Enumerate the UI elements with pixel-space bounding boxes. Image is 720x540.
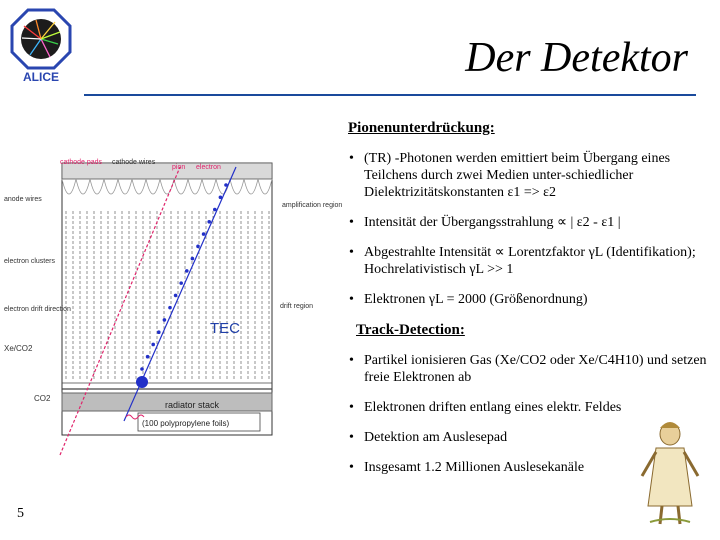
list-item: • Elektronen γL = 2000 (Größenordnung) <box>346 291 716 308</box>
list-item: • Partikel ionisieren Gas (Xe/CO2 oder Xe/C4H10) und setzen freie Elektronen ab <box>346 352 716 386</box>
label-drift-region: drift region <box>280 303 314 310</box>
label-anode-wires: anode wires <box>4 196 42 203</box>
section-heading-pion-suppression: Pionenunterdrückung: <box>348 120 495 136</box>
alice-logo-icon <box>10 8 72 84</box>
label-pion: pion <box>172 164 186 171</box>
pion-suppression-list <box>346 150 716 321</box>
label-polypropylene: (100 polypropylene foils) <box>142 419 230 428</box>
detector-diagram <box>0 155 345 460</box>
section-heading-track-detection: Track-Detection: <box>356 322 465 338</box>
label-radiator-stack: radiator stack <box>165 400 220 410</box>
list-item: • Insgesamt 1.2 Millionen Auslesekanäle <box>346 459 716 476</box>
list-item: • Elektronen driften entlang eines elektr. Feldes <box>346 399 716 416</box>
title-divider <box>84 94 696 96</box>
label-cathode-pads: cathode pads <box>60 159 103 166</box>
label-co2: CO2 <box>34 394 51 403</box>
label-electron-drift-direction: electron drift direction <box>4 306 71 313</box>
list-item: • Intensität der Übergangsstrahlung ∝ | ε2 - ε1 | <box>346 214 716 231</box>
list-item: • Abgestrahlte Intensität ∝ Lorentzfaktor γL (Identifikation); Hochrelativistisch γL >> 1 <box>346 244 716 278</box>
slide-title: Der Detektor <box>465 35 688 81</box>
page-number: 5 <box>17 506 24 521</box>
label-xe-co2: Xe/CO2 <box>4 344 33 353</box>
person-figure-icon <box>638 418 702 528</box>
tr-photon-cluster <box>136 376 148 388</box>
label-tec: TEC <box>210 320 240 337</box>
label-amplification-region: amplification region <box>282 202 343 209</box>
logo-text: ALICE <box>23 70 59 84</box>
list-item: • (TR) -Photonen werden emittiert beim Übergang eines Teilchens durch zwei Medien unter-schiedlicher Dielektrizitätskonstanten ε1 => ε2 <box>346 150 716 201</box>
label-electron: electron <box>196 164 221 171</box>
label-electron-clusters: electron clusters <box>4 258 55 265</box>
label-cathode-wires: cathode wires <box>112 159 156 166</box>
list-item: • Detektion am Auslesepad <box>346 429 716 446</box>
